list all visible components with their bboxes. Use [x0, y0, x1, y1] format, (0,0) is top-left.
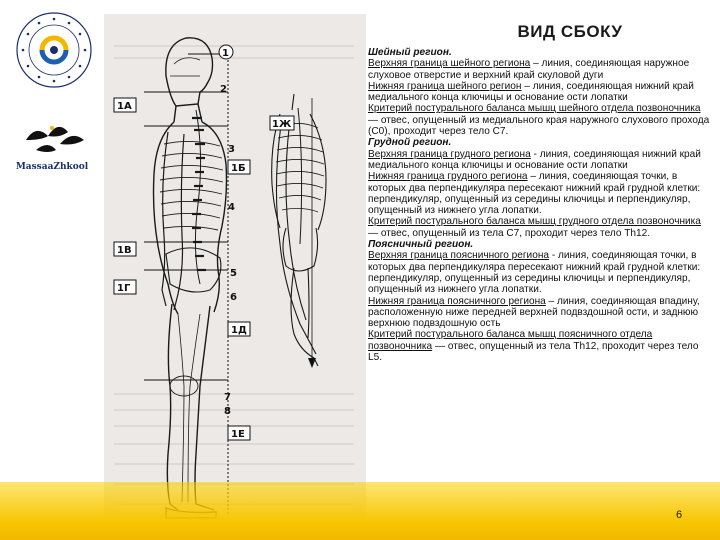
side-view-figure: [154, 38, 227, 518]
label-2: 2: [220, 84, 227, 95]
label-1g: 1Г: [117, 283, 131, 294]
anatomy-drawing: [104, 14, 366, 540]
thoracic-lower: [368, 171, 710, 216]
thoracic-upper-label: Верхняя граница грудного региона: [368, 148, 531, 160]
label-8: 8: [224, 406, 231, 417]
page-number: 6: [675, 509, 683, 521]
lumbar-upper-label: Верхняя граница поясничного региона: [368, 250, 550, 262]
cervical-upper-desc: – линия, соединяющая наружное слуховое отверстие и верхний край скуловой дуги: [368, 58, 690, 81]
cervical-criterion: [368, 103, 710, 137]
lumbar-lower: [368, 296, 710, 330]
label-3: 3: [228, 144, 235, 155]
thoracic-lower-desc: – линия, соединяющая точки, в которых два перпендикуляра пересекают нижний край грудной клетки: перпендикуляр, опущенный из середины ключицы и перпендикуляр, опущенный из нижнего угла лопатки.: [368, 171, 701, 217]
cervical-heading: Шейный регион.: [368, 47, 452, 58]
label-1zh: 1Ж: [272, 119, 292, 130]
label-5: 5: [230, 268, 237, 279]
lumbar-criterion-desc: — отвес, опущенный из тела Th12, проходит через тело L5.: [368, 340, 699, 364]
description-text: [368, 47, 710, 363]
thoracic-upper-desc: - линия, соединяющая нижний край медиального конца ключицы и основание ости лопатки: [368, 148, 701, 171]
thoracic-upper: [368, 149, 710, 172]
thoracic-criterion-label: Критерий постурального баланса мышц грудного отдела позвоночника: [368, 216, 701, 228]
thoracic-heading: Грудной регион.: [368, 137, 452, 149]
bottom-accent-band: [0, 482, 720, 540]
label-1v: 1В: [117, 245, 132, 256]
cervical-lower-desc: – линия, соединяющая нижний край медиального конца ключицы и основание ости лопатки: [368, 80, 694, 104]
cervical-criterion-label: Критерий постурального баланса мышц шейного отдела позвоночника: [368, 103, 701, 115]
label-1e: 1Е: [231, 429, 245, 440]
logo-column: [0, 0, 104, 540]
lumbar-criterion: [368, 329, 710, 363]
cervical-lower-label: Нижняя граница шейного регион: [368, 80, 522, 92]
thoracic-criterion-desc: — отвес, опущенный из тела С7, проходит через тело Th12.: [368, 227, 651, 239]
lumbar-lower-desc: – линия, соединяющая впадину, расположенную ниже передней верхней подвздошной ости, и заднюю верхнюю подвздошную ость: [368, 295, 700, 330]
skeleton-figure: [272, 94, 326, 366]
lumbar-criterion-label: Критерий постурального баланса мышц поясничного отдела позвоночника: [368, 329, 653, 352]
label-4: 4: [228, 202, 235, 213]
cervical-upper-label: Верхняя граница шейного региона: [368, 58, 531, 70]
thoracic-lower-label: Нижняя граница грудного региона: [368, 171, 528, 183]
label-1b: 1Б: [231, 163, 246, 174]
cervical-criterion-desc: — отвес, опущенный из медиального края наружного слухового прохода (С0), проходит через тело С7.: [368, 114, 710, 138]
academy-logo: [14, 10, 94, 90]
thoracic-criterion: [368, 216, 710, 239]
lumbar-upper-desc: - линия, соединяющая точки, в которых два перпендикуляра пересекают нижний край грудной клетки: перпендикуляр, опущенный из середины ключицы и перпендикуляр, опущенный из нижнего угла лопатки.: [368, 250, 701, 296]
label-1: 1: [222, 48, 229, 59]
cervical-upper: [368, 58, 710, 81]
label-6: 6: [230, 292, 237, 303]
slide-title: ВИД СБОКУ: [517, 22, 623, 41]
lumbar-lower-label: Нижняя граница поясничного региона: [368, 295, 546, 307]
label-7: 7: [224, 392, 231, 403]
lumbar-heading: Поясничный регион.: [368, 239, 474, 251]
lumbar-upper: [368, 250, 710, 295]
label-1a: 1А: [117, 101, 132, 112]
school-name: MassaaZhkool: [15, 162, 89, 172]
label-1d: 1Д: [231, 325, 247, 336]
bird-logo-icon: [18, 110, 90, 162]
cervical-lower: [368, 81, 710, 104]
anatomy-figure: [104, 14, 366, 540]
